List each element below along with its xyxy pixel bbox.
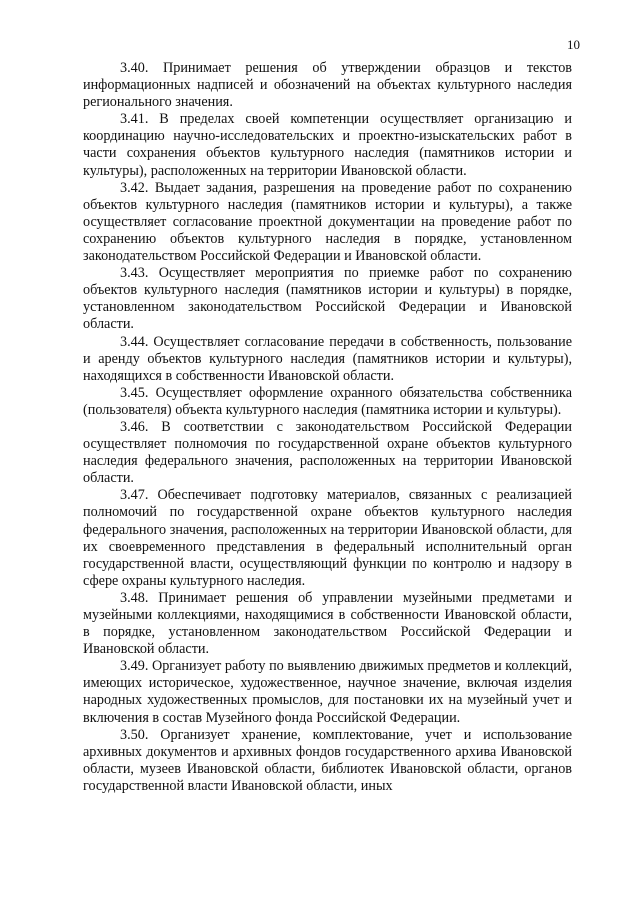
paragraph-3-43: 3.43. Осуществляет мероприятия по приемке работ по сохранению объектов культурного наследия (памятников истории и культуры) в порядке, установленном законодательством Российской Федерации и Ивановской области. — [83, 265, 572, 333]
paragraph-3-50: 3.50. Организует хранение, комплектование, учет и использование архивных документов и архивных фондов государственного архива Ивановской области, музеев Ивановской области, библиотек Ивановской области, органов государственной власти Ивановской области, иных — [83, 726, 572, 794]
paragraph-3-47: 3.47. Обеспечивает подготовку материалов, связанных с реализацией полномочий по государственной охране объектов культурного наследия федерального значения, расположенных на территории Ивановской области, для их своевременного представления в федеральный исполнительный орган государственной власти, осуществляющий функции по контролю и надзору в сфере охраны культурного наследия. — [83, 487, 572, 589]
page-number: 10 — [567, 37, 580, 52]
paragraph-3-46: 3.46. В соответствии с законодательством Российской Федерации осуществляет полномочия по государственной охране объектов культурного наследия федерального значения, расположенных на территории Ивановской области. — [83, 418, 572, 487]
paragraph-3-41: 3.41. В пределах своей компетенции осуществляет организацию и координацию научно-исследовательских и проектно-изыскательских работ в части сохранения объектов культурного наследия (памятников истории и культуры), расположенных на территории Ивановской области. — [83, 111, 572, 179]
page-body — [83, 60, 572, 795]
paragraph-3-45: 3.45. Осуществляет оформление охранного обязательства собственника (пользователя) объекта культурного наследия (памятника истории и культуры). — [83, 384, 572, 418]
paragraph-3-49: 3.49. Организует работу по выявлению движимых предметов и коллекций, имеющих историческое, художественное, научное значение, включая изделия народных художественных промыслов, для постановки их на музейный учет и включения в состав Музейного фонда Российской Федерации. — [83, 658, 572, 726]
paragraph-3-48: 3.48. Принимает решения об управлении музейными предметами и музейными коллекциями, находящимися в собственности Ивановской области, в порядке, установленном законодательством Российской Федерации и Ивановской области. — [83, 589, 572, 658]
paragraph-3-40: 3.40. Принимает решения об утверждении образцов и текстов информационных надписей и обозначений на объектах культурного наследия регионального значения. — [83, 60, 572, 111]
paragraph-3-42: 3.42. Выдает задания, разрешения на проведение работ по сохранению объектов культурного наследия (памятников истории и культуры), а также осуществляет согласование проектной документации на проведение работ по сохранению объектов культурного наследия в порядке, установленном законодательством Российской Федерации и Ивановской области. — [83, 179, 572, 265]
paragraph-3-44: 3.44. Осуществляет согласование передачи в собственность, пользование и аренду объектов культурного наследия (памятников истории и культуры), находящихся в собственности Ивановской области. — [83, 333, 572, 384]
